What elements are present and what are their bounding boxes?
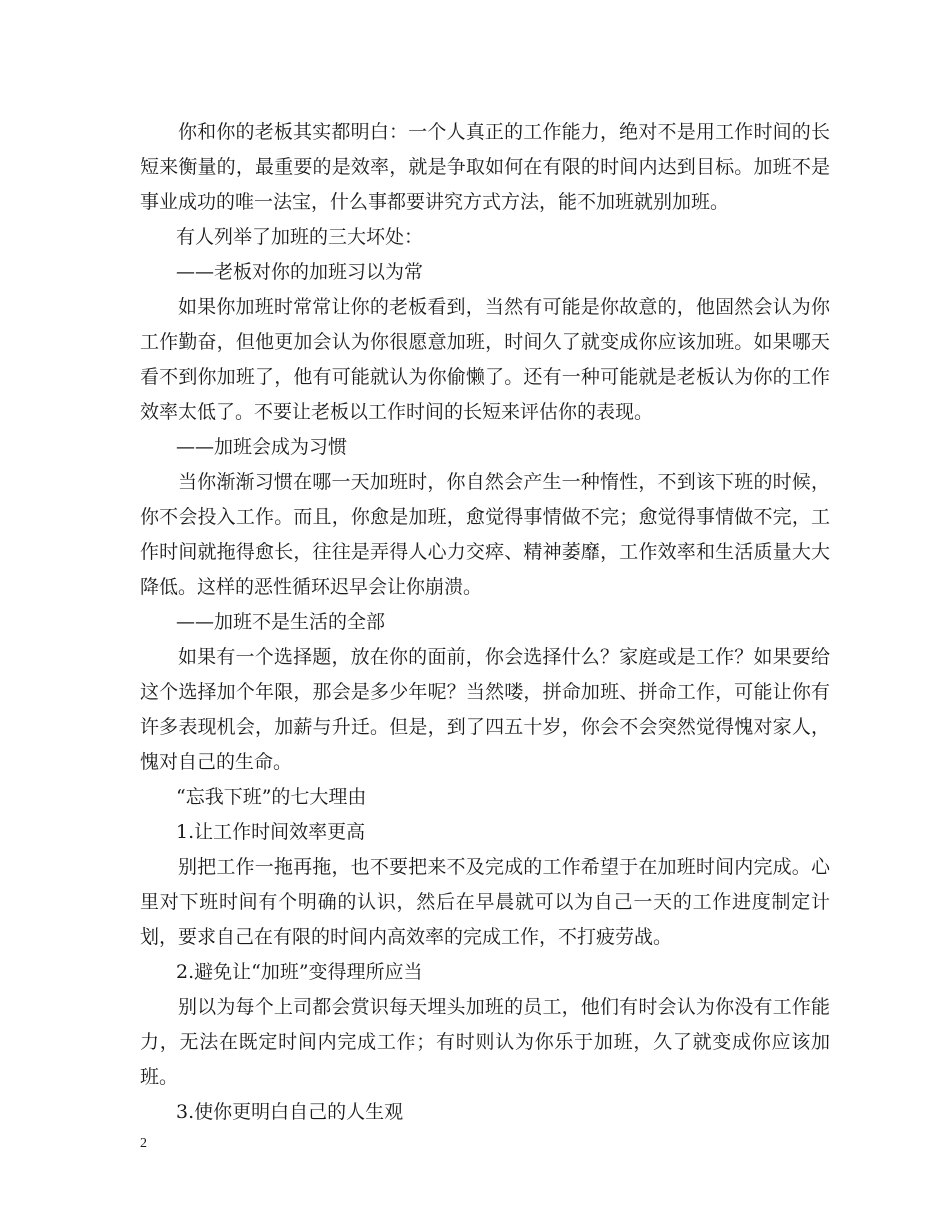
page-number: 2 — [140, 1136, 147, 1151]
document-body — [140, 115, 830, 1130]
paragraph: 别以为每个上司都会赏识每天埋头加班的员工，他们有时会认为你没有工作能力，无法在既定时间内完成工作；有时则认为你乐于加班，久了就变成你应该加班。 — [140, 996, 830, 1088]
paragraph: 如果有一个选择题，放在你的面前，你会选择什么？家庭或是工作？如果要给这个选择加个年限，那会是多少年呢？当然喽，拼命加班、拼命工作，可能让你有许多表现机会，加薪与升迁。但是，到了四五十岁，你会不会突然觉得愧对家人，愧对自己的生命。 — [140, 646, 830, 773]
paragraph: 当你渐渐习惯在哪一天加班时，你自然会产生一种惰性，不到该下班的时候，你不会投入工作。而且，你愈是加班，愈觉得事情做不完；愈觉得事情做不完，工作时间就拖得愈长，往往是弄得人心力交瘁、精神萎靡，工作效率和生活质量大大降低。这样的恶性循环迟早会让你崩溃。 — [140, 471, 830, 598]
subheading: ——加班不是生活的全部 — [176, 611, 386, 633]
paragraph: 你和你的老板其实都明白：一个人真正的工作能力，绝对不是用工作时间的长短来衡量的，最重要的是效率，就是争取如何在有限的时间内达到目标。加班不是事业成功的唯一法宝，什么事都要讲究方式方法，能不加班就别加班。 — [140, 121, 830, 213]
subheading: ——老板对你的加班习以为常 — [176, 261, 424, 283]
section-heading: “忘我下班”的七大理由 — [176, 786, 367, 808]
subheading: ——加班会成为习惯 — [176, 436, 348, 458]
numbered-heading: 3.使你更明白自己的人生观 — [176, 1101, 404, 1123]
numbered-heading: 2.避免让“加班”变得理所应当 — [176, 961, 423, 983]
numbered-heading: 1.让工作时间效率更高 — [176, 821, 366, 843]
section-line: 有人列举了加班的三大坏处： — [176, 226, 424, 248]
paragraph: 如果你加班时常常让你的老板看到，当然有可能是你故意的，他固然会认为你工作勤奋，但他更加会认为你很愿意加班，时间久了就变成你应该加班。如果哪天看不到你加班了，他有可能就认为你偷懒了。还有一种可能就是老板认为你的工作效率太低了。不要让老板以工作时间的长短来评估你的表现。 — [140, 296, 830, 423]
paragraph: 别把工作一拖再拖，也不要把来不及完成的工作希望于在加班时间内完成。心里对下班时间有个明确的认识，然后在早晨就可以为自己一天的工作进度制定计划，要求自己在有限的时间内高效率的完成工作，不打疲劳战。 — [140, 856, 830, 948]
